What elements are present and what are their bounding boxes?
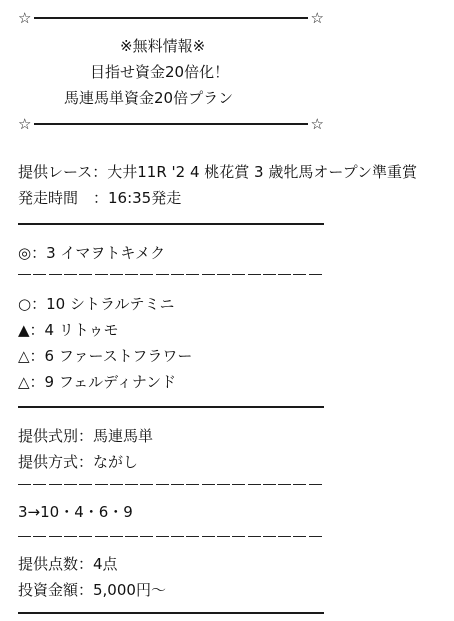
dash-segment — [232, 484, 245, 485]
dash-segment — [309, 484, 322, 485]
dash-segment — [49, 274, 62, 275]
star-icon: ☆ — [310, 9, 324, 27]
dash-segment — [18, 484, 31, 485]
dash-segment — [232, 274, 245, 275]
dash-segment — [309, 536, 322, 537]
dash-segment — [110, 274, 123, 275]
pick-renka-2: △：9 フェルディナンド — [18, 373, 177, 391]
dash-segment — [217, 536, 230, 537]
dashed-divider — [18, 526, 324, 546]
dash-segment — [79, 274, 92, 275]
dash-segment — [125, 536, 138, 537]
bet-type: 提供式別：馬連馬単 — [18, 427, 154, 445]
divider — [18, 406, 324, 408]
dash-segment — [140, 484, 153, 485]
pick-tanana: ▲：4 リトゥモ — [18, 321, 119, 339]
offer-race: 提供レース：大井11R '2 4 桃花賞 3 歳牝馬オープン準重賞 — [18, 163, 418, 181]
dash-segment — [186, 536, 199, 537]
dash-segment — [263, 274, 276, 275]
dashed-divider — [18, 474, 324, 494]
pick-renka-1: △：6 ファーストフラワー — [18, 347, 193, 365]
dash-segment — [49, 484, 62, 485]
dash-segment — [232, 536, 245, 537]
divider — [34, 17, 308, 19]
dash-segment — [186, 274, 199, 275]
dash-segment — [156, 484, 169, 485]
banner-top-rule — [18, 8, 324, 28]
dash-segment — [309, 274, 322, 275]
bet-amount: 投資金額：5,000円～ — [18, 581, 166, 599]
dash-segment — [95, 274, 108, 275]
dash-segment — [64, 484, 77, 485]
dash-segment — [95, 484, 108, 485]
pick-taikou: ○：10 シトラルテミニ — [18, 295, 175, 313]
dash-segment — [293, 484, 306, 485]
dash-segment — [33, 536, 46, 537]
dash-segment — [278, 484, 291, 485]
pick-honmei: ◎：3 イマヲトキメク — [18, 244, 166, 262]
banner-bottom-rule — [18, 114, 324, 134]
dash-segment — [278, 536, 291, 537]
dash-segment — [79, 536, 92, 537]
dash-segment — [202, 274, 215, 275]
start-time: 発走時間 ：16:35発走 — [18, 189, 182, 207]
star-icon: ☆ — [18, 9, 32, 27]
dash-segment — [33, 274, 46, 275]
dash-segment — [125, 484, 138, 485]
divider — [18, 223, 324, 225]
dash-segment — [110, 536, 123, 537]
dashed-divider — [18, 264, 324, 284]
dash-segment — [64, 536, 77, 537]
dash-segment — [156, 536, 169, 537]
dash-segment — [125, 274, 138, 275]
dash-segment — [33, 484, 46, 485]
dash-segment — [171, 274, 184, 275]
dash-segment — [171, 484, 184, 485]
divider — [18, 612, 324, 614]
dash-segment — [140, 274, 153, 275]
dash-segment — [49, 536, 62, 537]
dash-segment — [263, 484, 276, 485]
dash-segment — [217, 484, 230, 485]
star-icon: ☆ — [18, 115, 32, 133]
dash-segment — [186, 484, 199, 485]
bet-combination: 3→10・4・6・9 — [18, 503, 133, 521]
dash-segment — [64, 274, 77, 275]
dash-segment — [18, 274, 31, 275]
dash-segment — [217, 274, 230, 275]
dash-segment — [95, 536, 108, 537]
dash-segment — [293, 274, 306, 275]
dash-segment — [140, 536, 153, 537]
dash-segment — [278, 274, 291, 275]
dash-segment — [18, 536, 31, 537]
dash-segment — [171, 536, 184, 537]
banner-subtitle: 目指せ資金20倍化！ — [90, 63, 230, 81]
dash-segment — [248, 274, 261, 275]
banner-plan: 馬連馬単資金20倍プラン — [64, 89, 234, 107]
dash-segment — [248, 484, 261, 485]
dash-segment — [202, 536, 215, 537]
banner-title: ※無料情報※ — [120, 37, 206, 55]
dash-segment — [263, 536, 276, 537]
bet-points: 提供点数：4点 — [18, 555, 118, 573]
dash-segment — [156, 274, 169, 275]
dash-segment — [202, 484, 215, 485]
dash-segment — [79, 484, 92, 485]
star-icon: ☆ — [310, 115, 324, 133]
divider — [34, 123, 308, 125]
dash-segment — [293, 536, 306, 537]
dash-segment — [110, 484, 123, 485]
dash-segment — [248, 536, 261, 537]
bet-method: 提供方式：ながし — [18, 453, 139, 471]
